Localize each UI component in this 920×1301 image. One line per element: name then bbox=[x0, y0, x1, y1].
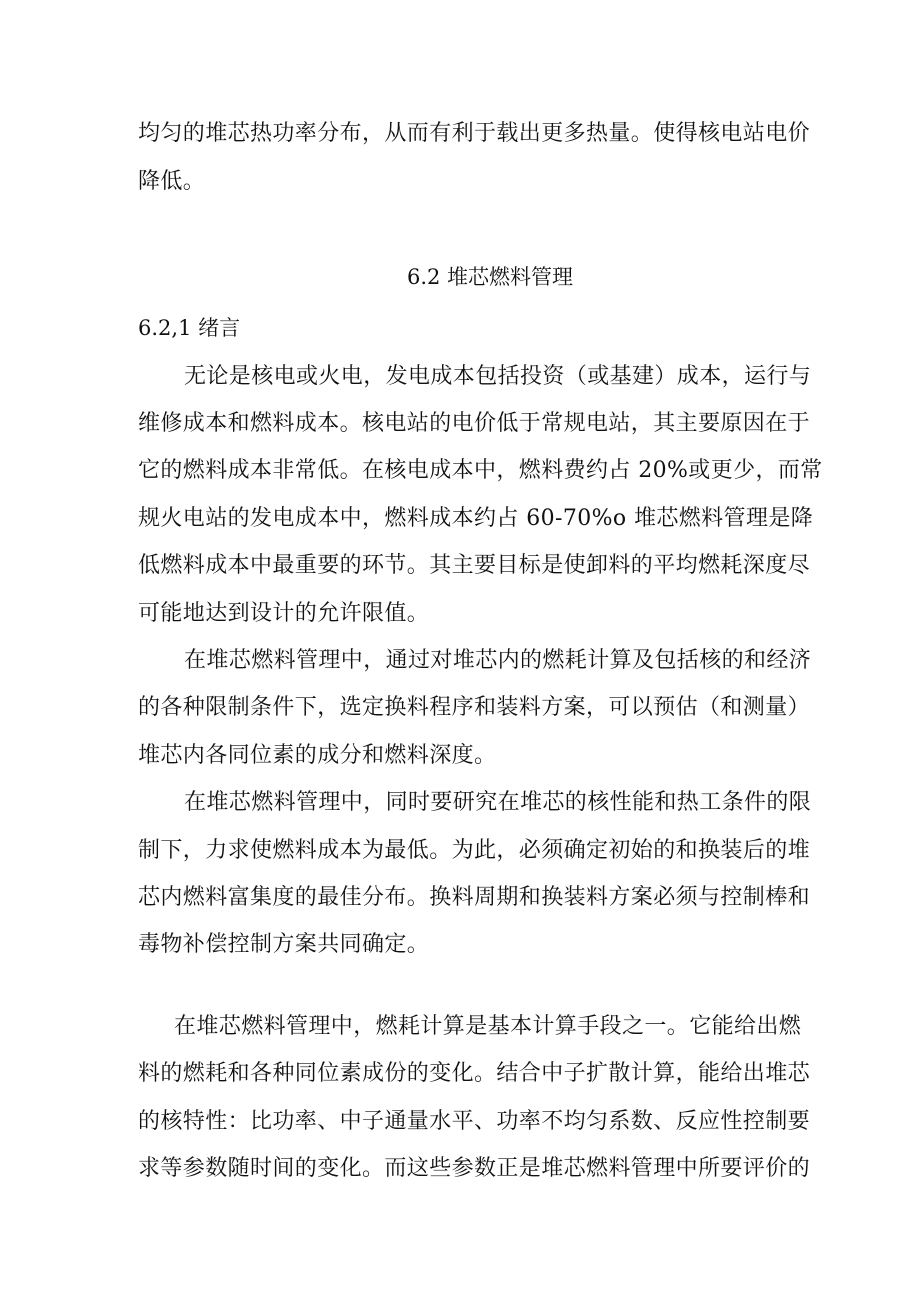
text-line: 的各种限制条件下，选定换料程序和装料方案，可以预估（和测量） bbox=[138, 695, 811, 720]
text-line: 降低。 bbox=[138, 169, 206, 194]
text-line: 在堆芯燃料管理中，通过对堆芯内的燃耗计算及包括核的和经济 bbox=[184, 648, 812, 673]
text-line: 在堆芯燃料管理中，燃耗计算是基本计算手段之一。它能给出燃 bbox=[174, 1014, 802, 1039]
text-line: 毒物补偿控制方案共同确定。 bbox=[138, 932, 430, 957]
text-line: 它的燃料成本非常低。在核电成本中，燃料费约占 20%或更少，而常 bbox=[138, 458, 823, 483]
text-line: 可能地达到设计的允许限值。 bbox=[138, 601, 430, 626]
text-line: 均匀的堆芯热功率分布，从而有利于载出更多热量。使得核电站电价 bbox=[138, 121, 811, 146]
section-title bbox=[0, 262, 920, 292]
text-line: 的核特性：比功率、中子通量水平、功率不均匀系数、反应性控制要 bbox=[138, 1109, 811, 1134]
text-line: 维修成本和燃料成本。核电站的电价低于常规电站，其主要原因在于 bbox=[138, 411, 811, 436]
text-line: 低燃料成本中最重要的环节。其主要目标是使卸料的平均燃耗深度尽 bbox=[138, 553, 811, 578]
text-line: 求等参数随时间的变化。而这些参数正是堆芯燃料管理中所要评价的 bbox=[138, 1156, 811, 1181]
text-line: 在堆芯燃料管理中，同时要研究在堆芯的核性能和热工条件的限 bbox=[184, 790, 812, 815]
text-line: 无论是核电或火电，发电成本包括投资（或基建）成本，运行与 bbox=[184, 364, 812, 389]
text-line: 规火电站的发电成本中，燃料成本约占 60-70%o 堆芯燃料管理是降 bbox=[138, 506, 814, 531]
text-line: 堆芯内各同位素的成分和燃料深度。 bbox=[138, 743, 497, 768]
text-line: 料的燃耗和各种同位素成份的变化。结合中子扩散计算，能给出堆芯 bbox=[138, 1061, 811, 1086]
text-line: 芯内燃料富集度的最佳分布。换料周期和换装料方案必须与控制棒和 bbox=[138, 885, 811, 910]
section-title-text: 6.2 堆芯燃料管理 bbox=[406, 265, 574, 289]
text-line: 制下，力求使燃料成本为最低。为此，必须确定初始的和换装后的堆 bbox=[138, 838, 811, 863]
subsection-title: 6.2,1 绪言 bbox=[138, 316, 241, 340]
